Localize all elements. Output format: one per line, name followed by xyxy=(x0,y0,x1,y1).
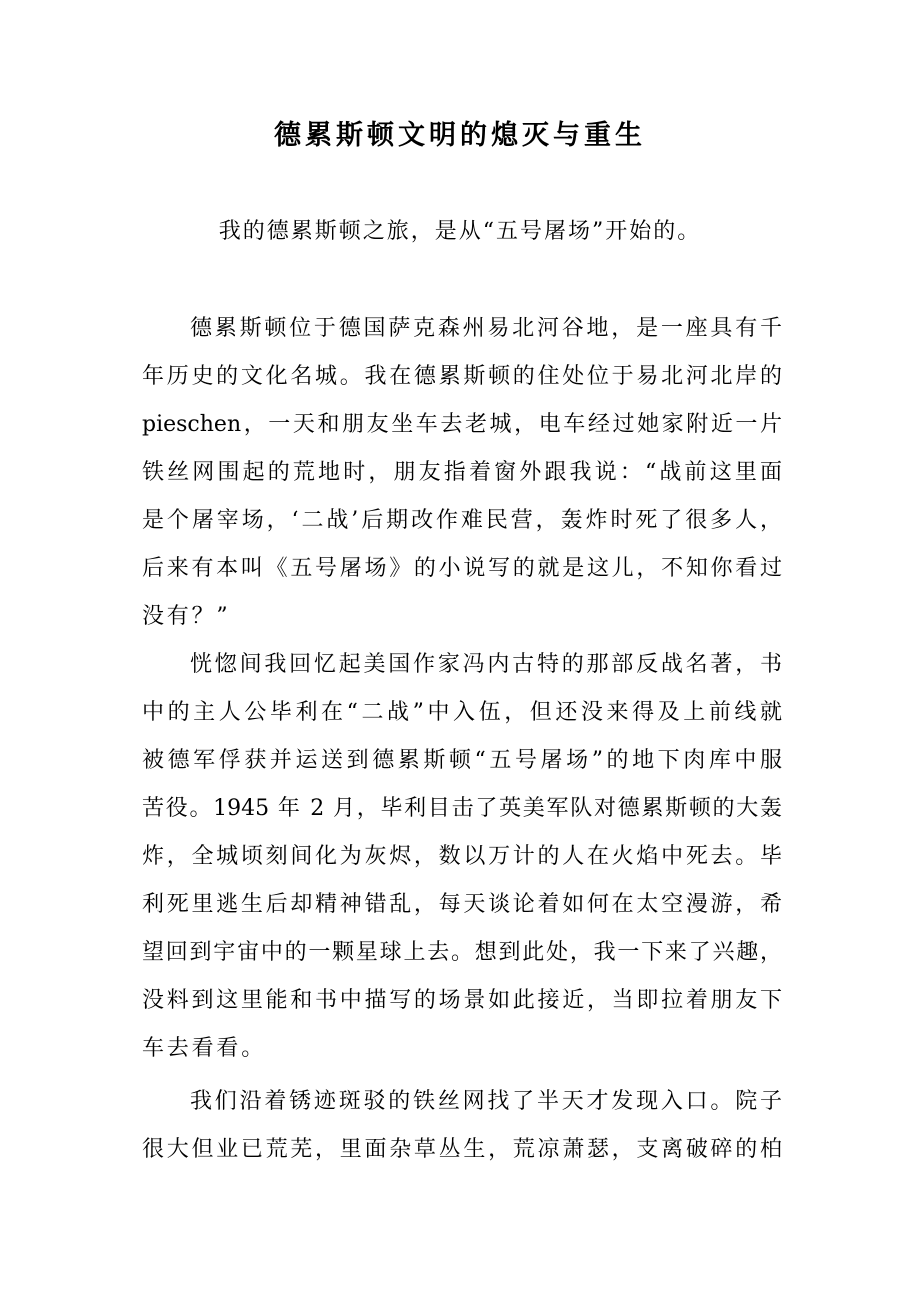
paragraph-line: 恍惚间我回忆起美国作家冯内古特的那部反战名著，书 xyxy=(190,652,782,677)
paragraph-line: 中的主人公毕利在“二战”中入伍，但还没来得及上前线就 xyxy=(142,700,782,725)
document-title: 德累斯顿文明的熄灭与重生 xyxy=(274,120,646,151)
paragraph-line: 被德军俘获并运送到德累斯顿“五号屠场”的地下肉库中服 xyxy=(142,748,782,773)
paragraph-line: 很大但业已荒芜，里面杂草丛生，荒凉萧瑟，支离破碎的柏 xyxy=(142,1137,782,1162)
paragraph-line: 铁丝网围起的荒地时，朋友指着窗外跟我说：“战前这里面 xyxy=(142,460,782,485)
paragraph-line: 望回到宇宙中的一颗星球上去。想到此处，我一下来了兴趣， xyxy=(142,940,782,965)
paragraph-line: 年历史的文化名城。我在德累斯顿的住处位于易北河北岸的 xyxy=(142,364,782,389)
paragraph-line: pieschen，一天和朋友坐车去老城，电车经过她家附近一片 xyxy=(142,412,782,437)
paragraph-line: 苦役。1945 年 2 月，毕利目击了英美军队对德累斯顿的大轰 xyxy=(142,796,782,821)
paragraph-line: 是个屠宰场，‘二战’后期改作难民营，轰炸时死了很多人， xyxy=(142,508,782,533)
paragraph-line: 车去看看。 xyxy=(142,1036,267,1061)
paragraph-line: 没料到这里能和书中描写的场景如此接近，当即拉着朋友下 xyxy=(142,988,782,1013)
paragraph-line: 炸，全城顷刻间化为灰烬，数以万计的人在火焰中死去。毕 xyxy=(142,844,782,869)
document-subtitle: 我的德累斯顿之旅，是从“五号屠场”开始的。 xyxy=(218,219,702,244)
paragraph-line: 德累斯顿位于德国萨克森州易北河谷地，是一座具有千 xyxy=(190,316,782,341)
paragraph-line: 我们沿着锈迹斑驳的铁丝网找了半天才发现入口。院子 xyxy=(190,1089,782,1114)
paragraph-line: 利死里逃生后却精神错乱，每天谈论着如何在太空漫游，希 xyxy=(142,892,782,917)
paragraph-line: 没有？” xyxy=(142,604,231,629)
paragraph-line: 后来有本叫《五号屠场》的小说写的就是这儿，不知你看过 xyxy=(142,556,782,581)
